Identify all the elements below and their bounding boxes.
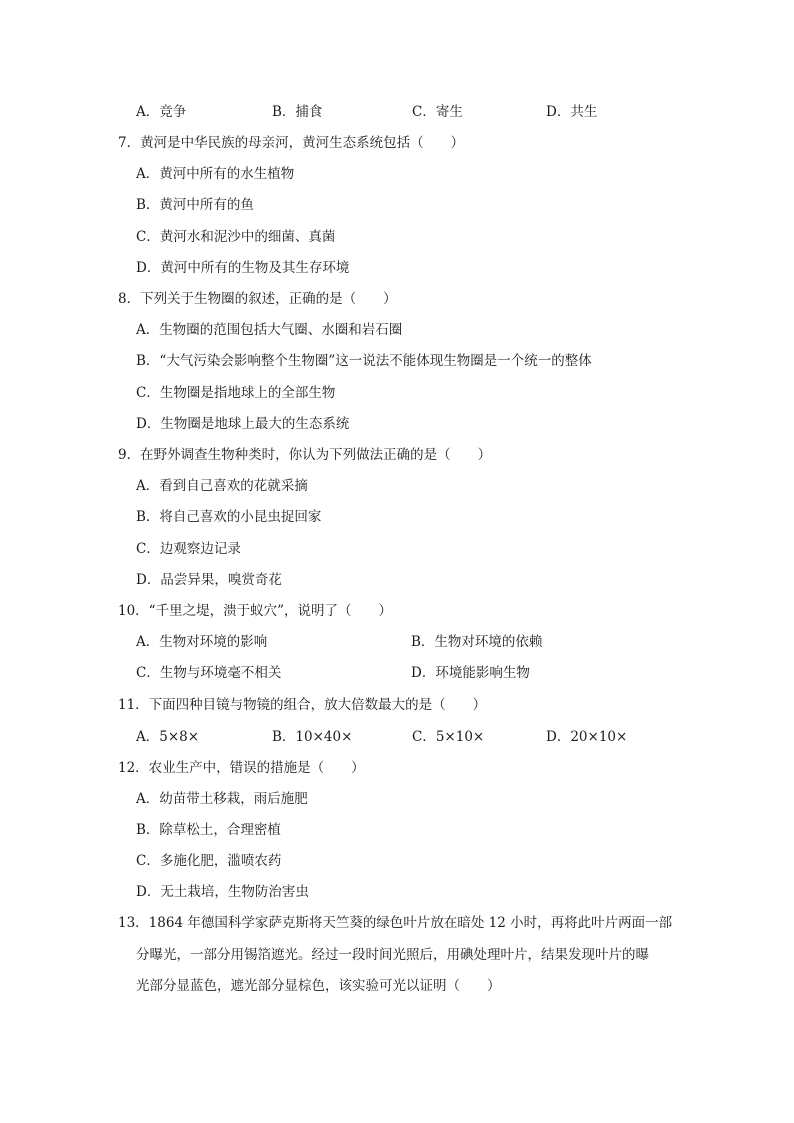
option-a: A．生物对环境的影响: [136, 634, 268, 650]
question-stem: 12．农业生产中，错误的措施是（ ）: [118, 760, 365, 776]
option-a: A．黄河中所有的水生植物: [136, 166, 295, 182]
option-d: D．环境能影响生物: [411, 665, 530, 681]
option-b: B．将自己喜欢的小昆虫捉回家: [136, 509, 322, 525]
option-a: A．看到自己喜欢的花就采摘: [136, 478, 308, 494]
question-stem: 7．黄河是中华民族的母亲河，黄河生态系统包括（ ）: [118, 135, 465, 151]
option-a: A．竞争: [136, 104, 187, 120]
question-stem: 11．下面四种目镜与物镜的组合，放大倍数最大的是（ ）: [118, 697, 487, 713]
question-stem-line-3: 光部分显蓝色，遮光部分显棕色，该实验可光以证明（ ）: [136, 978, 501, 994]
option-b: B．生物对环境的依赖: [411, 634, 543, 650]
option-c: C．边观察边记录: [136, 541, 241, 557]
question-stem-line-1: 13．1864 年德国科学家萨克斯将天竺葵的绿色叶片放在暗处 12 小时，再将此叶片两面一部: [118, 915, 673, 931]
option-a: A．5×8×: [136, 729, 200, 745]
option-d: D．品尝异果，嗅赏奇花: [136, 572, 282, 588]
option-d: D．生物圈是地球上最大的生态系统: [136, 416, 350, 432]
option-b: B．10×40×: [272, 729, 353, 745]
option-b: B．“大气污染会影响整个生物圈”这一说法不能体现生物圈是一个统一的整体: [136, 353, 592, 369]
option-c: C．生物圈是指地球上的全部生物: [136, 385, 336, 401]
option-a: A．幼苗带土移栽，雨后施肥: [136, 791, 308, 807]
question-stem: 10．“千里之堤，溃于蚁穴”，说明了（ ）: [118, 603, 392, 619]
question-stem-line-2: 分曝光，一部分用锡箔遮光。经过一段时间光照后，用碘处理叶片，结果发现叶片的曝: [136, 947, 649, 963]
option-c: C．黄河水和泥沙中的细菌、真菌: [136, 229, 336, 245]
option-d: D．黄河中所有的生物及其生存环境: [136, 260, 350, 276]
option-c: C．寄生: [412, 104, 463, 120]
option-a: A．生物圈的范围包括大气圈、水圈和岩石圈: [136, 322, 403, 338]
option-d: D．共生: [546, 104, 598, 120]
option-d: D．无土栽培，生物防治害虫: [136, 884, 309, 900]
question-stem: 9．在野外调查生物种类时，你认为下列做法正确的是（ ）: [118, 447, 492, 463]
option-c: C．生物与环境毫不相关: [136, 665, 282, 681]
option-b: B．黄河中所有的鱼: [136, 197, 254, 213]
option-b: B．除草松土，合理密植: [136, 822, 281, 838]
question-stem: 8．下列关于生物圈的叙述，正确的是（ ）: [118, 291, 397, 307]
option-d: D．20×10×: [546, 729, 628, 745]
option-b: B．捕食: [272, 104, 323, 120]
option-c: C．多施化肥，滥喷农药: [136, 853, 282, 869]
option-c: C．5×10×: [412, 729, 485, 745]
